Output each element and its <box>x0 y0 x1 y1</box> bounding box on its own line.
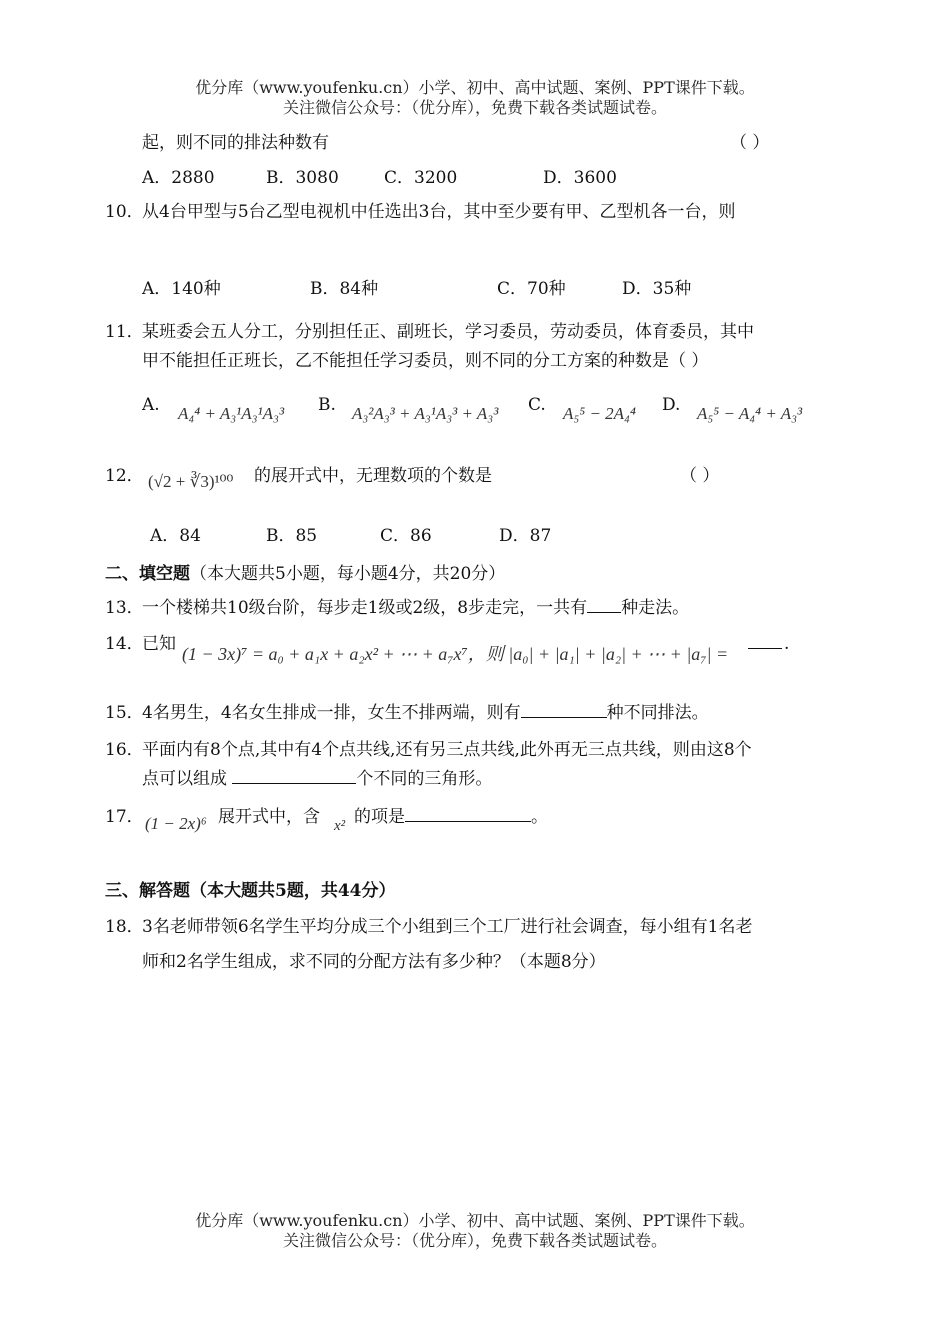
q13-line <box>142 593 689 618</box>
q13-text-after: 种走法。 <box>621 598 690 618</box>
q12-option-a: A．84 <box>150 526 201 546</box>
section-3-title: 三、解答题（本大题共5题，共44分） <box>105 881 396 901</box>
q11-line-1: 某班委会五人分工，分别担任正、副班长，学习委员，劳动委员，体育委员，其中 <box>142 322 754 342</box>
q14-number: 14． <box>105 634 144 654</box>
q17-answer-blank[interactable] <box>405 807 531 822</box>
q11-option-b-math: A₃²A₃³ + A₃¹A₃³ + A₃³ <box>352 404 499 423</box>
q10-option-b: B．84种 <box>310 279 379 299</box>
q13-number: 13． <box>105 598 144 618</box>
q16-text-before: 点可以组成 <box>142 769 233 789</box>
q16-number: 16． <box>105 740 144 760</box>
q9-text: 起，则不同的排法种数有 <box>142 133 329 153</box>
q12-option-d: D．87 <box>499 526 552 546</box>
q17-line <box>354 802 548 827</box>
q9-option-b: B．3080 <box>266 168 339 188</box>
q15-answer-blank[interactable] <box>521 703 607 718</box>
footer-line-2: 关注微信公众号：（优分库），免费下载各类试题试卷。 <box>282 1231 667 1250</box>
q12-option-b: B．85 <box>266 526 318 546</box>
q18-line-1: 3名老师带领6名学生平均分成三个小组到三个工厂进行社会调查，每小组有1名老 <box>142 917 753 937</box>
q10-option-d: D．35种 <box>622 279 692 299</box>
q17-number: 17． <box>105 807 144 827</box>
footer-line-1: 优分库（www.youfenku.cn）小学、初中、高中试题、案例、PPT课件下载。 <box>195 1211 755 1230</box>
q18-number: 18． <box>105 917 144 937</box>
q10-text: 从4台甲型与5台乙型电视机中任选出3台，其中至少要有甲、乙型机各一台，则 <box>142 202 736 222</box>
header-line-2: 关注微信公众号：（优分库），免费下载各类试题试卷。 <box>282 98 667 117</box>
header-line-1: 优分库（www.youfenku.cn）小学、初中、高中试题、案例、PPT课件下载。 <box>195 78 755 97</box>
q17-text-1: 展开式中，含 <box>218 807 320 827</box>
q11-option-a-label: A. <box>142 395 160 415</box>
q18-line-2: 师和2名学生组成，求不同的分配方法有多少种？（本题8分） <box>142 952 606 972</box>
q11-line-2: 甲不能担任正班长，乙不能担任学习委员，则不同的分工方案的种数是（ ） <box>142 351 709 371</box>
q10-option-a: A．140种 <box>142 279 221 299</box>
q10-option-c: C．70种 <box>497 279 566 299</box>
q15-text-before: 4名男生，4名女生排成一排，女生不排两端，则有 <box>142 703 521 723</box>
q16-text-after: 个不同的三角形。 <box>356 769 493 789</box>
q11-option-c-math: A₅⁵ − 2A₄⁴ <box>563 404 636 423</box>
q16-line-2 <box>142 764 492 789</box>
q12-answer-paren: （ ） <box>680 466 720 486</box>
section-2-title: 二、填空题 <box>105 564 190 584</box>
q9-answer-paren: （ ） <box>730 133 770 153</box>
q14-text-before: 已知 <box>142 634 176 654</box>
q9-option-a: A．2880 <box>142 168 215 188</box>
q11-option-d-label: D. <box>662 395 681 415</box>
q16-line-1: 平面内有8个点,其中有4个点共线,还有另三点共线,此外再无三点共线，则由这8个 <box>142 740 752 760</box>
q17-expression: (1 − 2x)⁶ <box>145 814 207 833</box>
q10-number: 10． <box>105 202 144 222</box>
q16-answer-blank[interactable] <box>232 769 356 784</box>
q9-option-c: C．3200 <box>384 168 458 188</box>
q12-number: 12． <box>105 466 144 486</box>
q12-expression: (√2 + ∛3)¹⁰⁰ <box>148 472 234 491</box>
section-2-note: （本大题共5小题，每小题4分，共20分） <box>190 564 506 584</box>
q14-answer-blank[interactable] <box>748 648 782 649</box>
q17-text-after: 。 <box>531 807 548 827</box>
q15-text-after: 种不同排法。 <box>606 703 709 723</box>
q11-option-a-math: A₄⁴ + A₃¹A₃¹A₃³ <box>178 404 285 423</box>
q14-expression: (1 − 3x)⁷ = a₀ + a₁x + a₂x² + ⋯ + a₇x⁷，则 |a₀| + |a₁| + |a₂| + ⋯ + |a₇| = <box>182 644 729 664</box>
q11-option-c-label: C. <box>528 395 546 415</box>
q13-answer-blank[interactable] <box>587 598 621 613</box>
q11-option-b-label: B. <box>318 395 336 415</box>
q17-text-2: 的项是 <box>354 807 405 827</box>
q9-option-d: D．3600 <box>543 168 617 188</box>
q11-number: 11． <box>105 322 144 342</box>
section-2-heading <box>105 559 505 584</box>
q17-expression-2: x² <box>334 818 346 834</box>
q13-text-before: 一个楼梯共10级台阶，每步走1级或2级，8步走完，一共有 <box>142 598 588 618</box>
q12-option-c: C．86 <box>380 526 432 546</box>
q12-text: 的展开式中，无理数项的个数是 <box>254 466 492 486</box>
q15-number: 15． <box>105 703 144 723</box>
q14-text-after: . <box>784 634 790 654</box>
q15-line <box>142 698 709 723</box>
q11-option-d-math: A₅⁵ − A₄⁴ + A₃³ <box>697 404 803 423</box>
